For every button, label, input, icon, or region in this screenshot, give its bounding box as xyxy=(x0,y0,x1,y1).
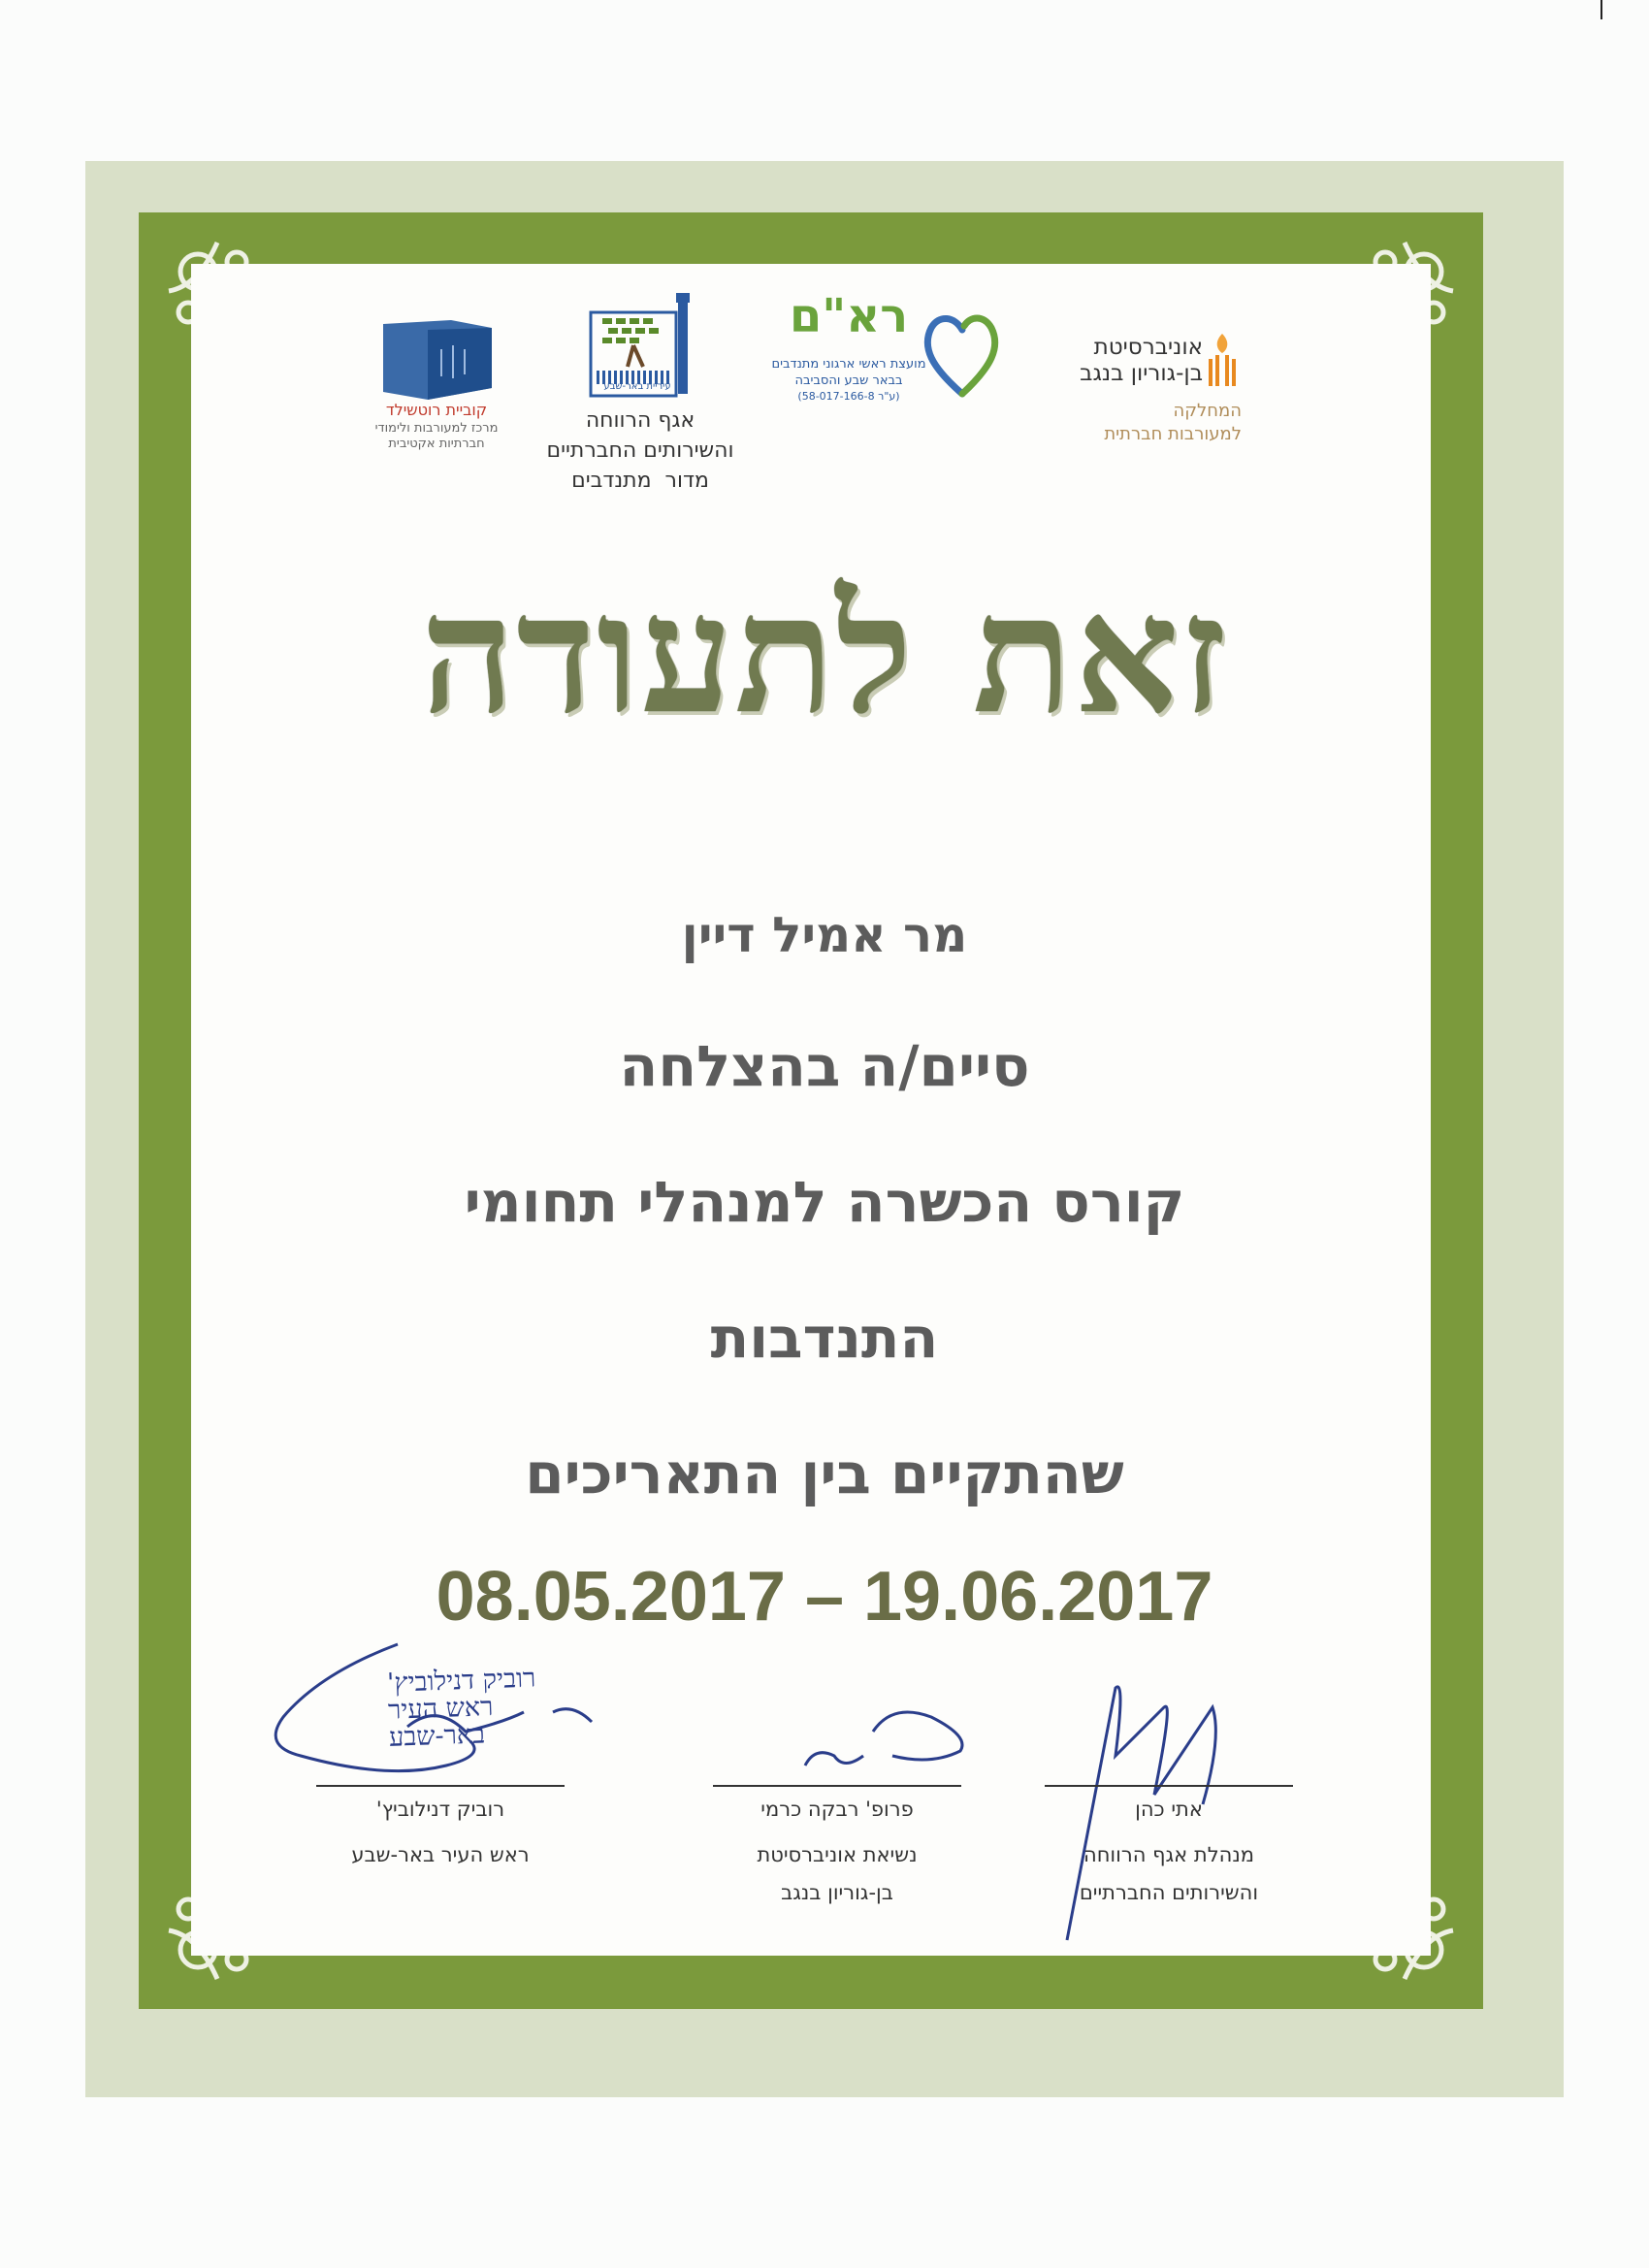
signatory-2-name: פרופ' רבקה כרמי xyxy=(760,1798,914,1821)
raam-registration: (ע"ר 58-017-166-8) xyxy=(797,390,900,403)
raam-logo-name: רא"ם xyxy=(789,289,909,343)
welfare-dept-line2: והשירותים החברתיים xyxy=(546,438,734,463)
signatory-1-role: מנהלת אגף הרווחה והשירותים החברתיים xyxy=(1079,1843,1259,1904)
course-dates: 08.05.2017 – 19.06.2017 xyxy=(436,1558,1213,1636)
rothschild-cube-logo xyxy=(383,320,492,400)
signature-line-1 xyxy=(1045,1785,1293,1787)
rothschild-sub2: חברתיות אקטיבית xyxy=(388,437,485,451)
signatory-3-name: רוביק דנילוביץ' xyxy=(375,1798,505,1821)
volunteers-unit: מדור מתנדבים xyxy=(571,469,709,493)
rothschild-sub1: מרכז למעורבות ולימודי xyxy=(374,421,499,436)
beersheva-city-small: עיריית באר-שבע xyxy=(603,381,671,392)
signatory-3-role: ראש העיר באר-שבע xyxy=(351,1843,530,1866)
recipient-name: מר אמיל דיין xyxy=(681,907,968,963)
welfare-dept-line1: אגף הרווחה xyxy=(585,408,695,433)
raam-sub2: בבאר שבע והסביבה xyxy=(794,373,903,388)
scan-artifact-line xyxy=(1600,0,1602,19)
signature-line-2 xyxy=(713,1785,961,1787)
stamp-line1: רוביק דנילוביץ' xyxy=(386,1663,536,1699)
bgu-torch-icon xyxy=(1205,332,1240,388)
rothschild-name: קוביית רוטשילד xyxy=(385,401,488,419)
rector-signature-scribble xyxy=(786,1688,980,1780)
stamp-line2: ראש העיר xyxy=(387,1692,494,1726)
bgu-dept-line2: למעורבות חברתית xyxy=(1104,424,1242,444)
bgu-dept-line1: המחלקה xyxy=(1173,401,1242,421)
signature-line-3 xyxy=(316,1785,565,1787)
signatory-1-name: אתי כהן xyxy=(1135,1798,1203,1821)
mayor-signature-scribble xyxy=(262,1635,650,1804)
bgu-line2: בן-גוריון בנגב xyxy=(1080,361,1203,386)
completed-successfully: סיים/ה בהצלחה xyxy=(619,1033,1030,1099)
signatory-2-role: נשיאת אוניברסיטת בן-גוריון בנגב xyxy=(757,1843,918,1904)
certificate-title: זאת לתעודה xyxy=(420,558,1229,750)
stamp-line3: באר-שבע xyxy=(388,1719,486,1753)
course-name-line1: קורס הכשרה למנהלי תחומי xyxy=(464,1169,1185,1235)
bgu-line1: אוניברסיטת xyxy=(1093,335,1203,360)
held-between-dates: שהתקיים בין התאריכים xyxy=(525,1441,1124,1507)
raam-sub1: מועצת ראשי ארגוני מתנדבים xyxy=(771,357,926,372)
course-name-line2: התנדבות xyxy=(710,1305,939,1371)
